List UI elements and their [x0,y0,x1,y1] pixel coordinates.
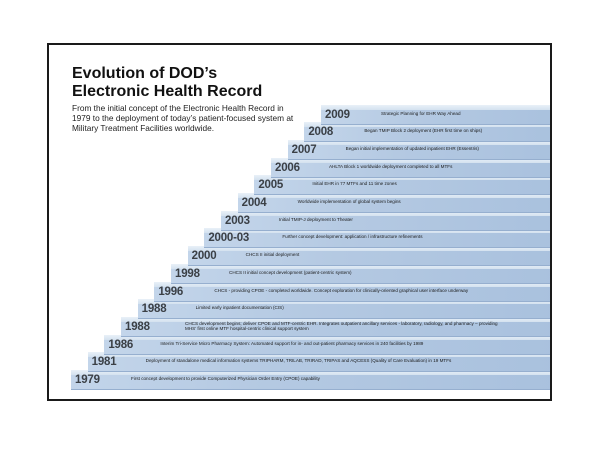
timeline-step-1 [71,370,552,390]
step-year: 2000 [191,250,217,263]
step-description-line: Began initial implementation of updated inpatient EHR (Essentris) [345,145,479,151]
step-description-line: Further concept development: application / infrastructure refinements [282,234,423,240]
page-subtitle: From the initial concept of the Electronic Health Record in 1979 to the deployment of today’s patient-focused system at Military Treatment Facilities worldwide. [72,103,294,134]
timeline-step-4 [121,317,552,337]
timeline-step-8 [188,246,552,266]
step-year: 1988 [125,320,150,333]
step-description [131,376,320,381]
poster-frame [47,43,552,401]
timeline-step-15 [304,122,552,142]
step-year: 1979 [75,374,100,386]
step-description [282,234,422,239]
step-description [196,305,284,310]
step-description-line: CHCS II initial concept development (patient-centric system) [229,269,352,275]
step-description [229,270,352,275]
step-year: 2004 [241,197,267,209]
timeline-step-2 [88,352,552,372]
step-description-line: Initial EHR in 77 MTFs and 11 time zones [312,181,397,187]
step-year: 2000-03 [208,232,250,245]
step-year: 1998 [175,267,200,280]
step-description [185,321,498,332]
title-line-2: Electronic Health Record [72,83,263,100]
step-year: 1988 [141,303,167,316]
step-year: 2003 [225,214,250,227]
step-year: 2009 [325,108,350,121]
step-description-line: CHCS - providing CPOE - completed worldwide. Concept exploration for clinically-oriented graphical user interface underway [214,287,469,293]
step-description [146,358,452,363]
step-description [214,288,468,293]
step-description [381,111,461,116]
step-year: 1986 [108,338,134,351]
timeline-staircase [49,45,552,401]
timeline-step-9 [204,228,552,248]
step-year: 2007 [291,143,317,156]
step-description [298,199,401,204]
timeline-step-11 [238,193,552,213]
step-description-line: Began TMIP Block 2 deployment (EHR first time on ships) [364,128,483,134]
step-description [346,146,479,151]
step-year: 2008 [308,126,334,139]
step-description-line: Initial TMIP-J deployment to Theater [279,216,353,222]
step-description-line: Deployment of standalone medical information systems TRIPHARM, TRILAB, TRIRAD, TRIPAS and AQCESS (Quality of Care Evaluation) in 19 MTFs [145,358,452,364]
timeline-step-12 [254,175,552,195]
step-year: 1981 [91,356,117,369]
step-description [160,341,423,346]
step-year: 2005 [258,179,284,192]
step-description-line: MHS’ first online MTF hospital-centric clinical support system [185,326,309,332]
step-description [312,181,396,186]
step-description-line: Limited early inpatient documentation (CIS) [195,305,284,311]
step-description [329,164,452,169]
step-description [246,252,300,257]
timeline-step-16 [321,105,552,125]
step-front-face [188,251,552,266]
step-description [279,217,353,222]
timeline-step-7 [171,264,552,284]
step-description-line: Interim Tri-Service Micro Pharmacy System: Automated support for in- and out-patient pharmacy services in 240 facilities by 1989 [160,340,424,346]
step-year: 1996 [158,285,184,298]
timeline-step-5 [138,299,552,319]
timeline-step-6 [154,282,552,302]
step-description-line: First concept development to provide Computerized Physician Order Entry (CPOE) capability [131,376,320,381]
timeline-step-13 [271,158,552,178]
step-description-line: CHCS development begins; deliver CPOE and MTF-centric EHR. Integrates outpatient ancillary services - laboratory, radiology, and pharmacy – providing [185,320,498,326]
timeline-step-10 [221,211,552,231]
timeline-step-14 [288,140,552,160]
step-description-line: AHLTA Block 1 worldwide deployment completed to all MTFs [329,163,453,169]
timeline-step-3 [104,335,552,355]
step-description-line: CHCS II initial deployment [245,252,300,258]
step-description [364,128,482,133]
step-front-face [254,180,552,195]
step-description-line: Worldwide implementation of global system begins [297,199,401,204]
step-front-face [221,216,552,231]
step-year: 2006 [275,161,300,174]
step-description-line: Strategic Planning for EHR Way Ahead [381,110,461,116]
title-line-1: Evolution of DOD’s [72,65,218,82]
